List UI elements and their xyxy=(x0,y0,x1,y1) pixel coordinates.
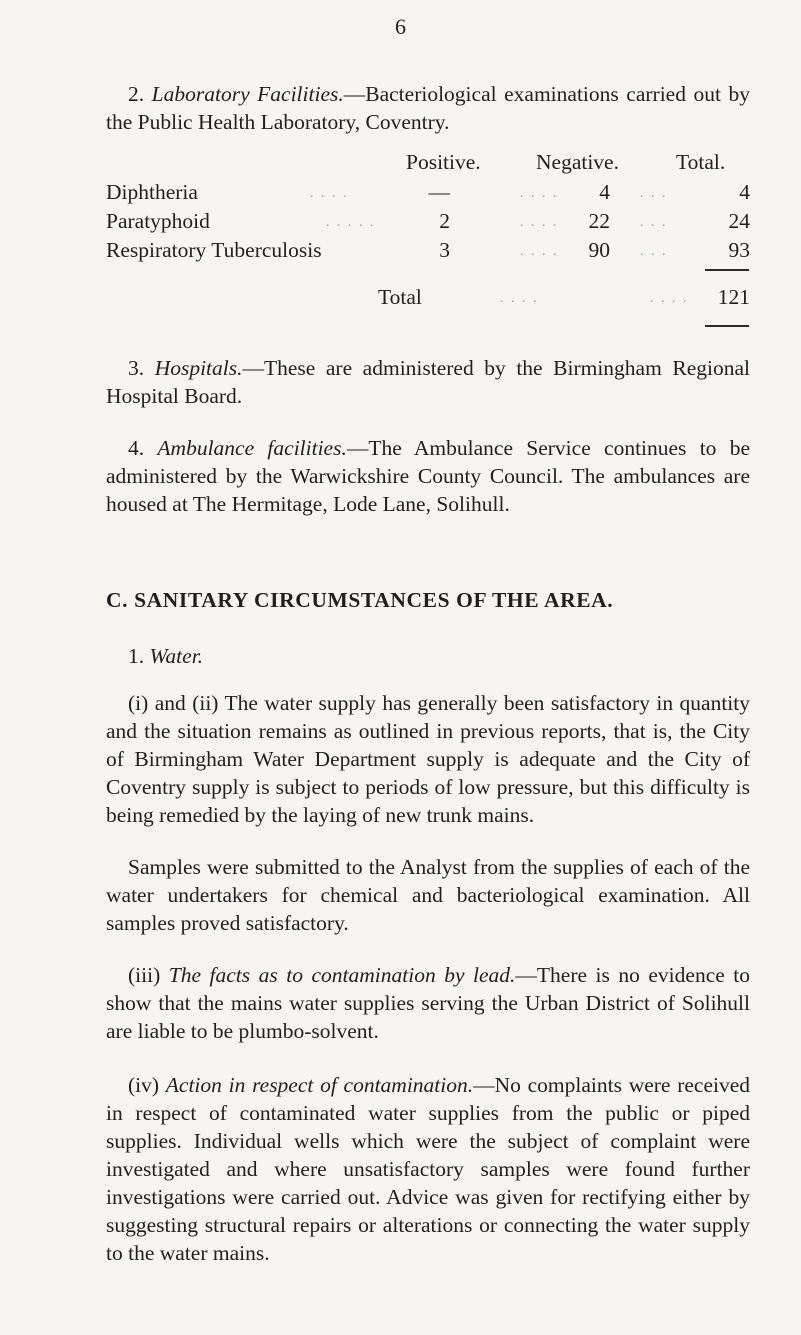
leader-dots: . . . . xyxy=(650,291,689,306)
leader-dots: . . . . xyxy=(520,244,559,259)
section-heading: C. SANITARY CIRCUMSTANCES OF THE AREA. xyxy=(106,588,614,612)
leader-dots: . . . xyxy=(640,244,668,259)
total-rule-bottom xyxy=(705,325,749,327)
hospitals-text: —These are administered by the Birmingham Regional Hospital Board. xyxy=(106,356,750,408)
ambulance-text: —The Ambulance Service continues to be administered by the Warwickshire County Council. The ambulances are housed at The Hermitage, Lode Lane, Solihull. xyxy=(106,436,751,516)
header-total: Total. xyxy=(676,150,726,174)
lab-num: 2. xyxy=(128,82,145,106)
row-negative: 4 xyxy=(599,180,610,204)
p3-num: (iii) xyxy=(128,963,161,987)
hospitals-title: Hospitals. xyxy=(154,356,243,380)
leader-dots: . . . . xyxy=(500,291,539,306)
water-paragraph-3 xyxy=(106,961,750,1045)
hospitals-num: 3. xyxy=(128,356,145,380)
row-negative: 22 xyxy=(588,209,610,233)
leader-dots: . . . . xyxy=(310,186,349,201)
header-negative: Negative. xyxy=(536,150,619,174)
row-label: Paratyphoid xyxy=(106,209,210,233)
lab-title: Laboratory Facilities. xyxy=(151,82,344,106)
ambulance-title: Ambulance facilities. xyxy=(157,436,347,460)
p4-title: Action in respect of contamination. xyxy=(165,1073,474,1097)
ambulance-paragraph xyxy=(106,434,750,518)
row-positive: 2 xyxy=(439,209,450,233)
leader-dots: . . . . xyxy=(520,215,559,230)
p4-num: (iv) xyxy=(128,1073,160,1097)
page-number: 6 xyxy=(395,14,406,39)
p3-text: —There is no evidence to show that the mains water supplies serving the Urban District of Solihull are liable to be plumbo-solvent. xyxy=(106,963,751,1043)
leader-dots: . . . . xyxy=(520,186,559,201)
leader-dots: . . . xyxy=(640,215,668,230)
water-paragraph-1: (i) and (ii) The water supply has generally been satisfactory in quantity and the situation remains as outlined in previous reports, that is, the City of Birmingham Water Department supply is adequate and the City of Coventry supply is subject to periods of low pressure, but this difficulty is being remedied by the laying of new trunk mains. xyxy=(106,691,750,827)
lab-text: —Bacteriological examinations carried out by the Public Health Laboratory, Coventry. xyxy=(106,82,750,134)
water-paragraph-4 xyxy=(106,1071,750,1267)
row-total: 4 xyxy=(739,180,750,204)
water-num: 1. xyxy=(128,644,145,668)
hospitals-paragraph xyxy=(106,354,750,410)
total-rule-top xyxy=(705,269,749,271)
water-title: Water. xyxy=(149,644,204,668)
water-subheading xyxy=(128,644,203,669)
leader-dots: . . . xyxy=(640,186,668,201)
lab-paragraph xyxy=(106,80,750,136)
water-paragraph-2: Samples were submitted to the Analyst from the supplies of each of the water undertakers for chemical and bacteriological examination. All samples proved satisfactory. xyxy=(106,855,750,935)
ambulance-num: 4. xyxy=(128,436,145,460)
row-positive: 3 xyxy=(439,238,450,262)
row-total: 93 xyxy=(728,238,750,262)
row-positive: — xyxy=(428,180,450,204)
row-negative: 90 xyxy=(588,238,610,262)
row-total: 24 xyxy=(728,209,750,233)
p3-title: The facts as to contamination by lead. xyxy=(168,963,516,987)
row-label: Diphtheria xyxy=(106,180,198,204)
total-label: Total xyxy=(378,285,422,309)
p4-text: —No complaints were received in respect of contaminated water supplies from the public or piped supplies. Individual wells which were the subject of complaint were investigated and where unsatisfactory samples were found further investigations were carried out. Advice was given for rectifying either by suggesting structural repairs or alterations or connecting the water supply to the water mains. xyxy=(106,1073,750,1265)
total-value: 121 xyxy=(717,285,750,309)
header-positive: Positive. xyxy=(406,150,481,174)
leader-dots: . . . . . xyxy=(326,215,376,230)
row-label: Respiratory Tuberculosis xyxy=(106,238,322,262)
